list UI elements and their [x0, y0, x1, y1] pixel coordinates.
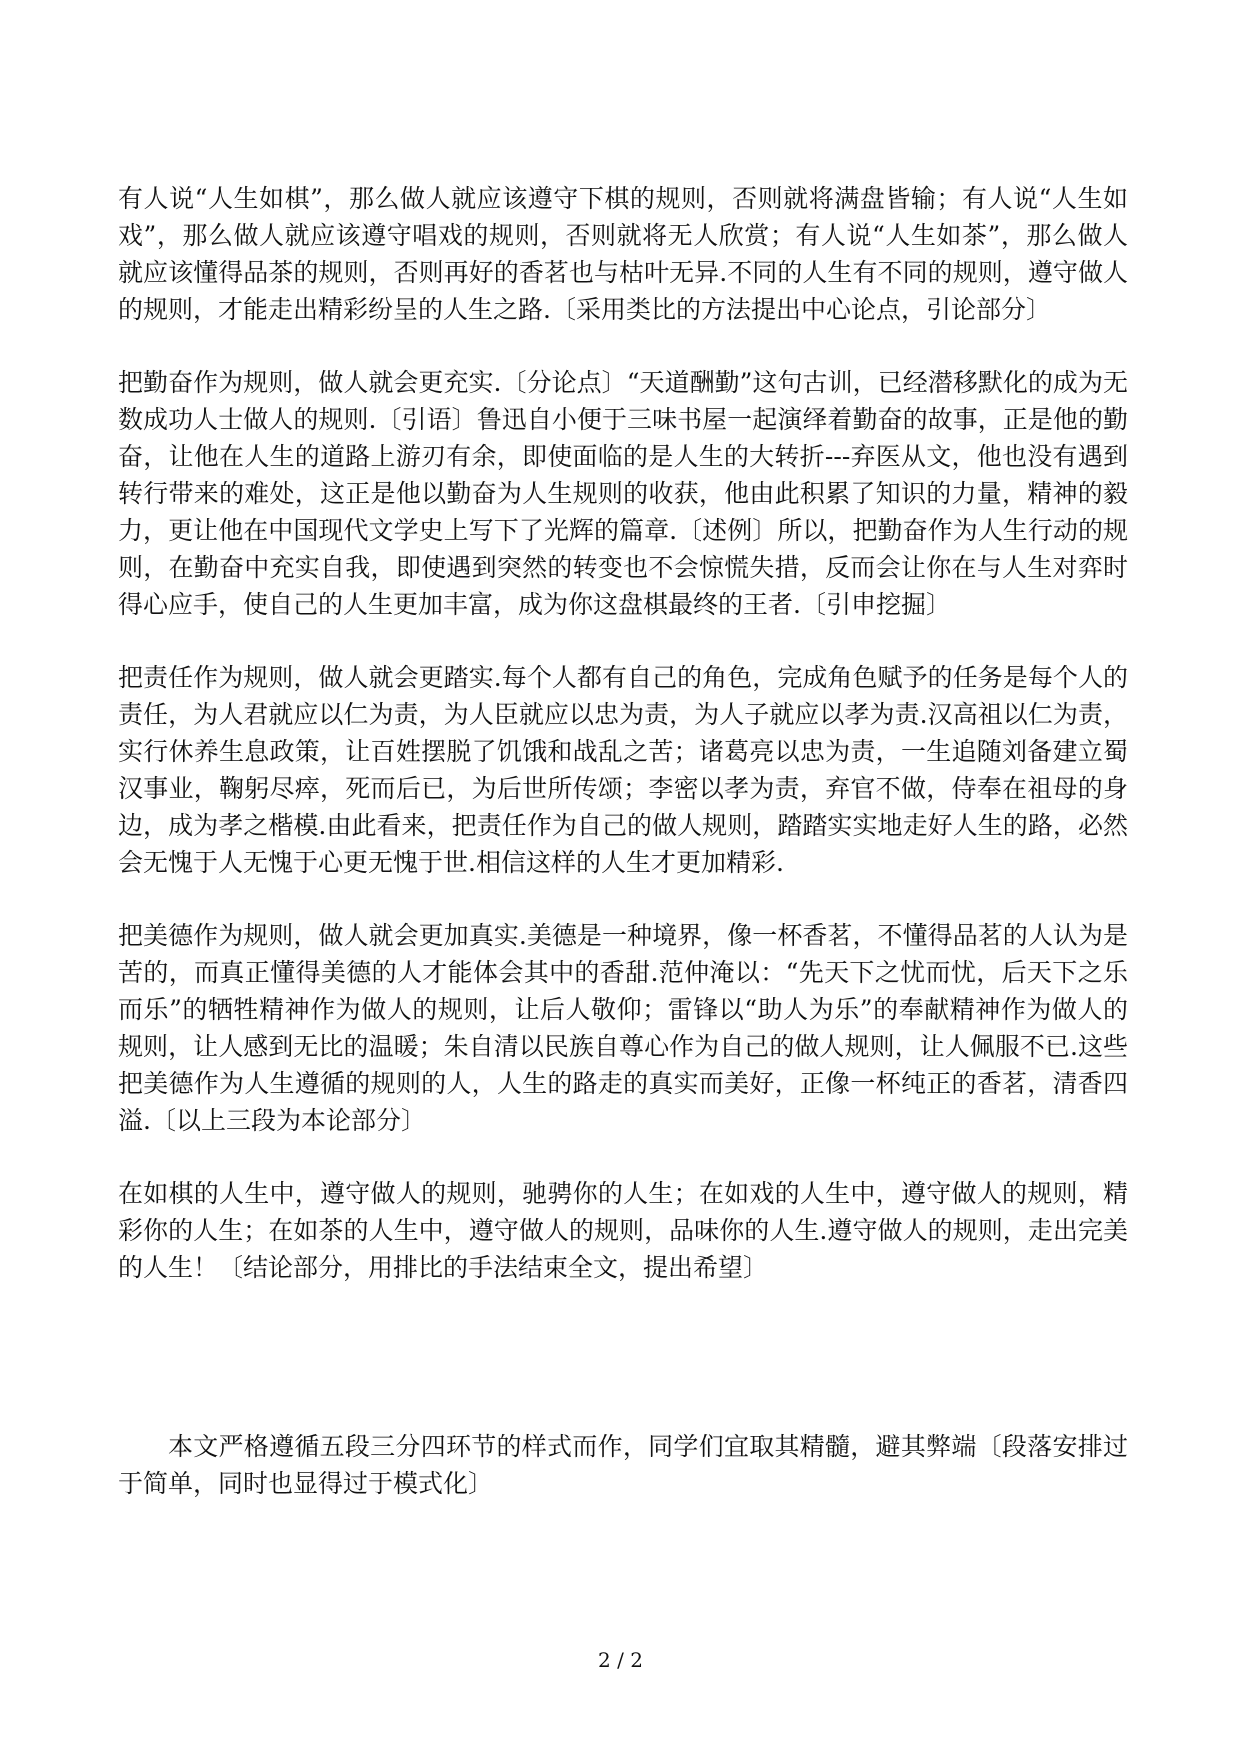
intro-paragraph: 有人说“人生如棋”，那么做人就应该遵守下棋的规则，否则就将满盘皆输；有人说“人生如戏”，那么做人就应该遵守唱戏的规则，否则就将无人欣赏；有人说“人生如茶”，那么做人就应该懂得品茶的规则，否则再好的香茗也与枯叶无异.不同的人生有不同的规则，遵守做人的规则，才能走出精彩纷呈的人生之路.〔采用类比的方法提出中心论点，引论部分〕 — [118, 184, 1128, 324]
responsibility-paragraph: 把责任作为规则，做人就会更踏实.每个人都有自己的角色，完成角色赋予的任务是每个人的责任，为人君就应以仁为责，为人臣就应以忠为责，为人子就应以孝为责.汉高祖以仁为责，实行休养生息政策，让百姓摆脱了饥饿和战乱之苦；诸葛亮以忠为责，一生追随刘备建立蜀汉事业，鞠躬尽瘁，死而后已，为后世所传颂；李密以孝为责，弃官不做，侍奉在祖母的身边，成为孝之楷模.由此看来，把责任作为自己的做人规则，踏踏实实地走好人生的路，必然会无愧于人无愧于心更无愧于世.相信这样的人生才更加精彩. — [118, 663, 1128, 877]
virtue-paragraph: 把美德作为规则，做人就会更加真实.美德是一种境界，像一杯香茗，不懂得品茗的人认为是苦的，而真正懂得美德的人才能体会其中的香甜.范仲淹以：“先天下之忧而忧，后天下之乐而乐”的牺牲精神作为做人的规则，让后人敬仰；雷锋以“助人为乐”的奉献精神作为做人的规则，让人感到无比的温暖；朱自清以民族自尊心作为自己的做人规则，让人佩服不已.这些把美德作为人生遵循的规则的人，人生的路走的真实而美好，正像一杯纯正的香茗，清香四溢.〔以上三段为本论部分〕 — [118, 921, 1128, 1135]
diligence-paragraph: 把勤奋作为规则，做人就会更充实.〔分论点〕“天道酬勤”这句古训，已经潜移默化的成为无数成功人士做人的规则.〔引语〕鲁迅自小便于三味书屋一起演绎着勤奋的故事，正是他的勤奋，让他在人生的道路上游刃有余，即使面临的是人生的大转折---弃医从文，他也没有遇到转行带来的难处，这正是他以勤奋为人生规则的收获，他由此积累了知识的力量，精神的毅力，更让他在中国现代文学史上写下了光辉的篇章.〔述例〕所以，把勤奋作为人生行动的规则，在勤奋中充实自我，即使遇到突然的转变也不会惊慌失措，反而会让你在与人生对弈时得心应手，使自己的人生更加丰富，成为你这盘棋最终的王者.〔引申挖掘〕 — [118, 368, 1128, 619]
commentary-note: 本文严格遵循五段三分四环节的样式而作，同学们宜取其精髓，避其弊端〔段落安排过于简单，同时也显得过于模式化〕 — [118, 1432, 1128, 1498]
conclusion-paragraph: 在如棋的人生中，遵守做人的规则，驰骋你的人生；在如戏的人生中，遵守做人的规则，精彩你的人生；在如茶的人生中，遵守做人的规则，品味你的人生.遵守做人的规则，走出完美的人生！〔结论部分，用排比的手法结束全文，提出希望〕 — [118, 1179, 1128, 1282]
spacer — [118, 1322, 1128, 1428]
document-body — [118, 180, 1128, 1538]
page-number: 2 / 2 — [598, 1648, 643, 1672]
